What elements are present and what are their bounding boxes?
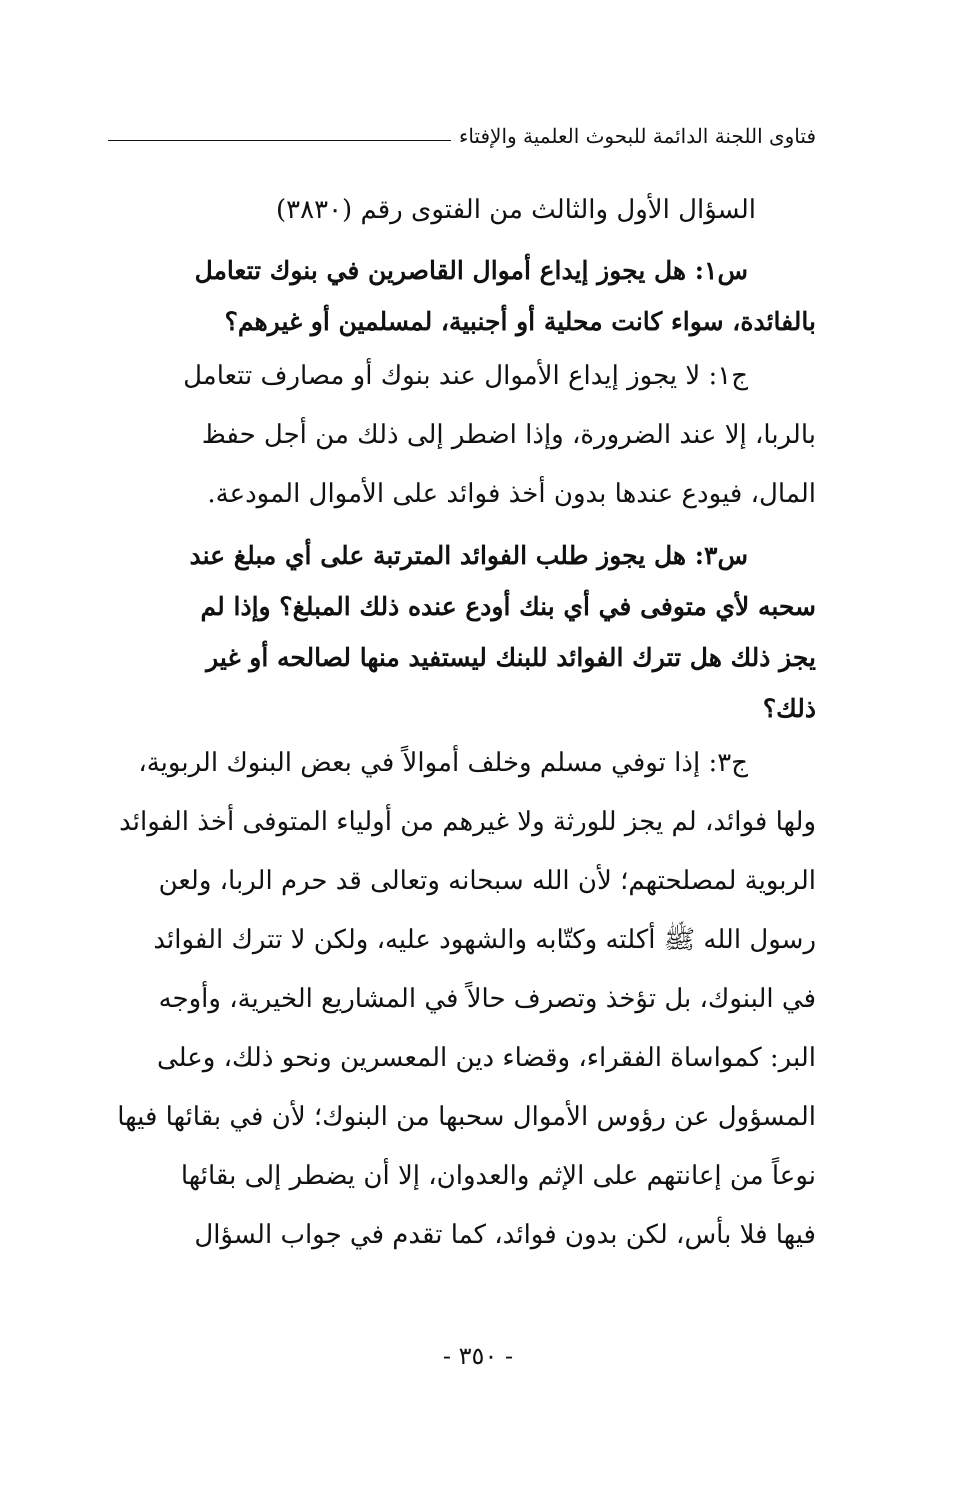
answer-1-line: المال، فيودع عندها بدون أخذ فوائد على الأموال المودعة. — [207, 479, 816, 509]
running-header — [108, 110, 816, 150]
question-3-line: ذلك؟ — [762, 694, 816, 723]
answer-3-line: ج٣: إذا توفي مسلم وخلف أموالاً في بعض البنوك الربوية، — [138, 748, 748, 778]
question-3-line: س٣: هل يجوز طلب الفوائد المترتبة على أي مبلغ عند — [189, 541, 748, 570]
answer-1-line: ج١: لا يجوز إيداع الأموال عند بنوك أو مصارف تتعامل — [183, 361, 748, 391]
answer-3-line: الربوية لمصلحتهم؛ لأن الله سبحانه وتعالى قد حرم الربا، ولعن — [158, 866, 816, 896]
question-3-line: سحبه لأي متوفى في أي بنك أودع عنده ذلك المبلغ؟ وإذا لم — [200, 592, 816, 621]
answer-1-line: بالربا، إلا عند الضرورة، وإذا اضطر إلى ذلك من أجل حفظ — [201, 420, 816, 450]
header-rule — [108, 140, 451, 141]
page-body — [103, 175, 816, 1265]
answer-3-line: فيها فلا بأس، لكن بدون فوائد، كما تقدم في جواب السؤال — [194, 1220, 816, 1250]
answer-3-line: المسؤول عن رؤوس الأموال سحبها من البنوك؛ لأن في بقائها فيها — [117, 1102, 816, 1132]
question-1-line: بالفائدة، سواء كانت محلية أو أجنبية، لمسلمين أو غيرهم؟ — [224, 307, 816, 336]
header-title: فتاوى اللجنة الدائمة للبحوث العلمية والإفتاء — [458, 124, 816, 148]
answer-1 — [103, 347, 816, 524]
question-3-line: يجز ذلك هل تترك الفوائد للبنك ليستفيد منها لصالحه أو غير — [206, 643, 816, 672]
question-3 — [103, 530, 816, 734]
fatwa-title: السؤال الأول والثالث من الفتوى رقم (٣٨٣٠) — [276, 195, 756, 225]
page-number: - ٣٥٠ - — [442, 1342, 514, 1370]
answer-3 — [103, 734, 816, 1265]
answer-3-line: ولها فوائد، لم يجز للورثة ولا غيرهم من أولياء المتوفى أخذ الفوائد — [119, 807, 816, 837]
question-1 — [103, 245, 816, 347]
answer-3-line: رسول الله ﷺ أكلته وكتّابه والشهود عليه، ولكن لا تترك الفوائد — [153, 925, 816, 955]
answer-3-line: نوعاً من إعانتهم على الإثم والعدوان، إلا أن يضطر إلى بقائها — [180, 1161, 816, 1191]
answer-3-line: في البنوك، بل تؤخذ وتصرف حالاً في المشاريع الخيرية، وأوجه — [158, 984, 816, 1014]
answer-3-line: البر: كمواساة الفقراء، وقضاء دين المعسرين ونحو ذلك، وعلى — [157, 1043, 816, 1073]
question-1-line: س١: هل يجوز إيداع أموال القاصرين في بنوك تتعامل — [194, 256, 748, 285]
